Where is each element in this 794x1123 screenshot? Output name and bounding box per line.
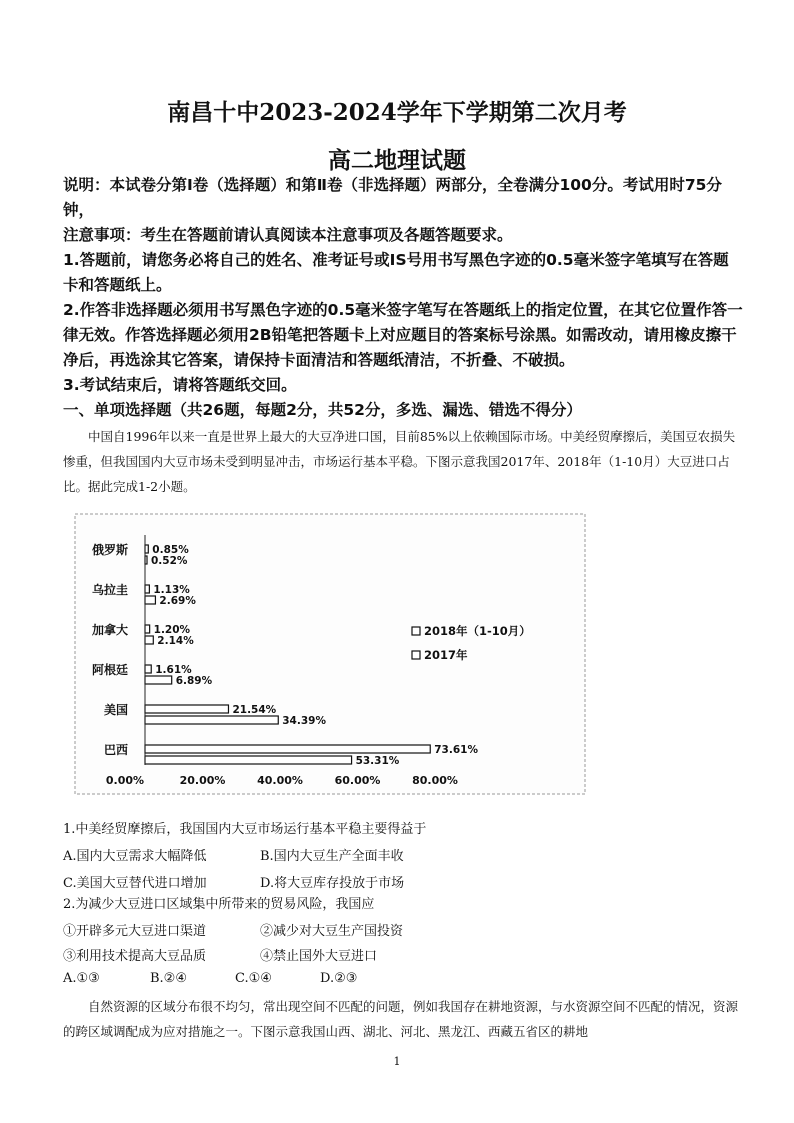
bar-2017	[145, 676, 172, 684]
x-tick-label: 40.00%	[257, 774, 303, 787]
section-heading: 一、单项选择题（共26题，每题2分，共52分，多选、漏选、错选不得分）	[63, 401, 582, 419]
bar-2018	[145, 625, 150, 633]
x-tick-label: 20.00%	[179, 774, 226, 787]
q2-option-d[interactable]: D.②③	[320, 971, 358, 986]
q2-statement-3: ③利用技术提高大豆品质	[63, 949, 207, 964]
bar-value-label: 1.61%	[155, 664, 192, 676]
notice-item-1: 1.答题前，请您务必将自己的姓名、准考证号或IS号用书写黑色字迹的0.5毫米签字笔填写在答题卡和答题纸上。	[63, 251, 729, 294]
bar-value-label: 6.89%	[175, 675, 213, 687]
legend-entry: 2017年	[424, 648, 468, 662]
notice-item-2: 2.作答非选择题必须用书写黑色字迹的0.5毫米签字笔写在答题纸上的指定位置，在其它位置作答一律无效。作答选择题必须用2B铅笔把答题卡上对应题目的答案标号涂黑。如需改动，请用橡皮擦干净后，再选涂其它答案，请保持卡面清洁和答题纸清洁，不折叠、不破损。	[63, 301, 743, 369]
bar-value-label: 53.31%	[355, 755, 400, 767]
category-label: 巴西	[103, 743, 128, 757]
q1-option-b[interactable]: B.国内大豆生产全面丰收	[260, 849, 404, 864]
q2-statement-2: ②减少对大豆生产国投资	[260, 924, 404, 939]
bar-2017	[145, 756, 352, 764]
question-1-stem: 1.中美经贸摩擦后，我国国内大豆市场运行基本平稳主要得益于	[63, 822, 427, 837]
q2-option-b[interactable]: B.②④	[150, 971, 187, 986]
bar-value-label: 0.85%	[152, 544, 189, 556]
passage-1: 中国自1996年以来一直是世界上最大的大豆净进口国，目前85%以上依赖国际市场。中美经贸摩擦后，美国豆农损失惨重，但我国国内大豆市场未受到明显冲击，市场运行基本平稳。下图示意我国2017年、2018年（1-10月）大豆进口占比。据此完成1-2小题。	[63, 429, 736, 494]
notice-item-3: 3.考试结束后，请将答题纸交回。	[63, 376, 297, 394]
category-label: 阿根廷	[91, 663, 128, 677]
bar-2018	[145, 585, 149, 593]
q1-option-c[interactable]: C.美国大豆替代进口增加	[63, 876, 207, 891]
bar-value-label: 1.20%	[153, 624, 191, 636]
bar-2018	[145, 665, 151, 673]
legend-swatch	[412, 651, 420, 659]
soybean-import-chart	[70, 510, 590, 800]
q2-option-c[interactable]: C.①④	[235, 971, 272, 986]
category-label: 加拿大	[91, 623, 128, 637]
bar-value-label: 1.13%	[153, 584, 190, 596]
bar-value-label: 34.39%	[282, 715, 326, 727]
bar-2018	[145, 705, 228, 713]
bar-value-label: 0.52%	[151, 555, 188, 567]
bar-value-label: 21.54%	[232, 704, 277, 716]
question-2-stem: 2.为减少大豆进口区域集中所带来的贸易风险，我国应	[63, 897, 375, 912]
bar-2017	[145, 636, 153, 644]
category-label: 乌拉圭	[91, 583, 128, 597]
bar-value-label: 73.61%	[434, 744, 478, 756]
category-label: 美国	[103, 703, 128, 717]
bar-value-label: 2.69%	[159, 595, 196, 607]
x-tick-label: 80.00%	[412, 774, 458, 787]
legend-swatch	[412, 627, 420, 635]
x-tick-label: 60.00%	[334, 774, 381, 787]
bar-value-label: 2.14%	[157, 635, 194, 647]
exam-description: 说明：本试卷分第Ⅰ卷（选择题）和第Ⅱ卷（非选择题）两部分，全卷满分100分。考试用时75分钟，	[63, 176, 722, 219]
exam-title: 南昌十中2023-2024学年下学期第二次月考	[167, 99, 627, 126]
q1-option-d[interactable]: D.将大豆库存投放于市场	[260, 876, 405, 891]
q2-option-a[interactable]: A.①③	[63, 971, 100, 986]
notice-heading: 注意事项：考生在答题前请认真阅读本注意事项及各题答题要求。	[63, 226, 513, 244]
q1-option-a[interactable]: A.国内大豆需求大幅降低	[63, 849, 207, 864]
bar-2017	[145, 716, 278, 724]
bar-2018	[145, 745, 430, 753]
category-label: 俄罗斯	[91, 543, 128, 557]
q2-statement-4: ④禁止国外大豆进口	[260, 949, 378, 964]
passage-2: 自然资源的区域分布很不均匀，常出现空间不匹配的问题，例如我国存在耕地资源，与水资源空间不匹配的情况，资源的跨区域调配成为应对措施之一。下图示意我国山西、湖北、河北、黑龙江、西藏五省区的耕地	[63, 999, 739, 1039]
bar-2017	[145, 596, 155, 604]
x-tick-label: 0.00%	[105, 774, 145, 787]
page-number: 1	[393, 1055, 401, 1068]
q2-statement-1: ①开辟多元大豆进口渠道	[63, 924, 207, 939]
legend-entry: 2018年（1-10月）	[424, 624, 531, 638]
exam-subtitle: 高二地理试题	[328, 147, 466, 174]
